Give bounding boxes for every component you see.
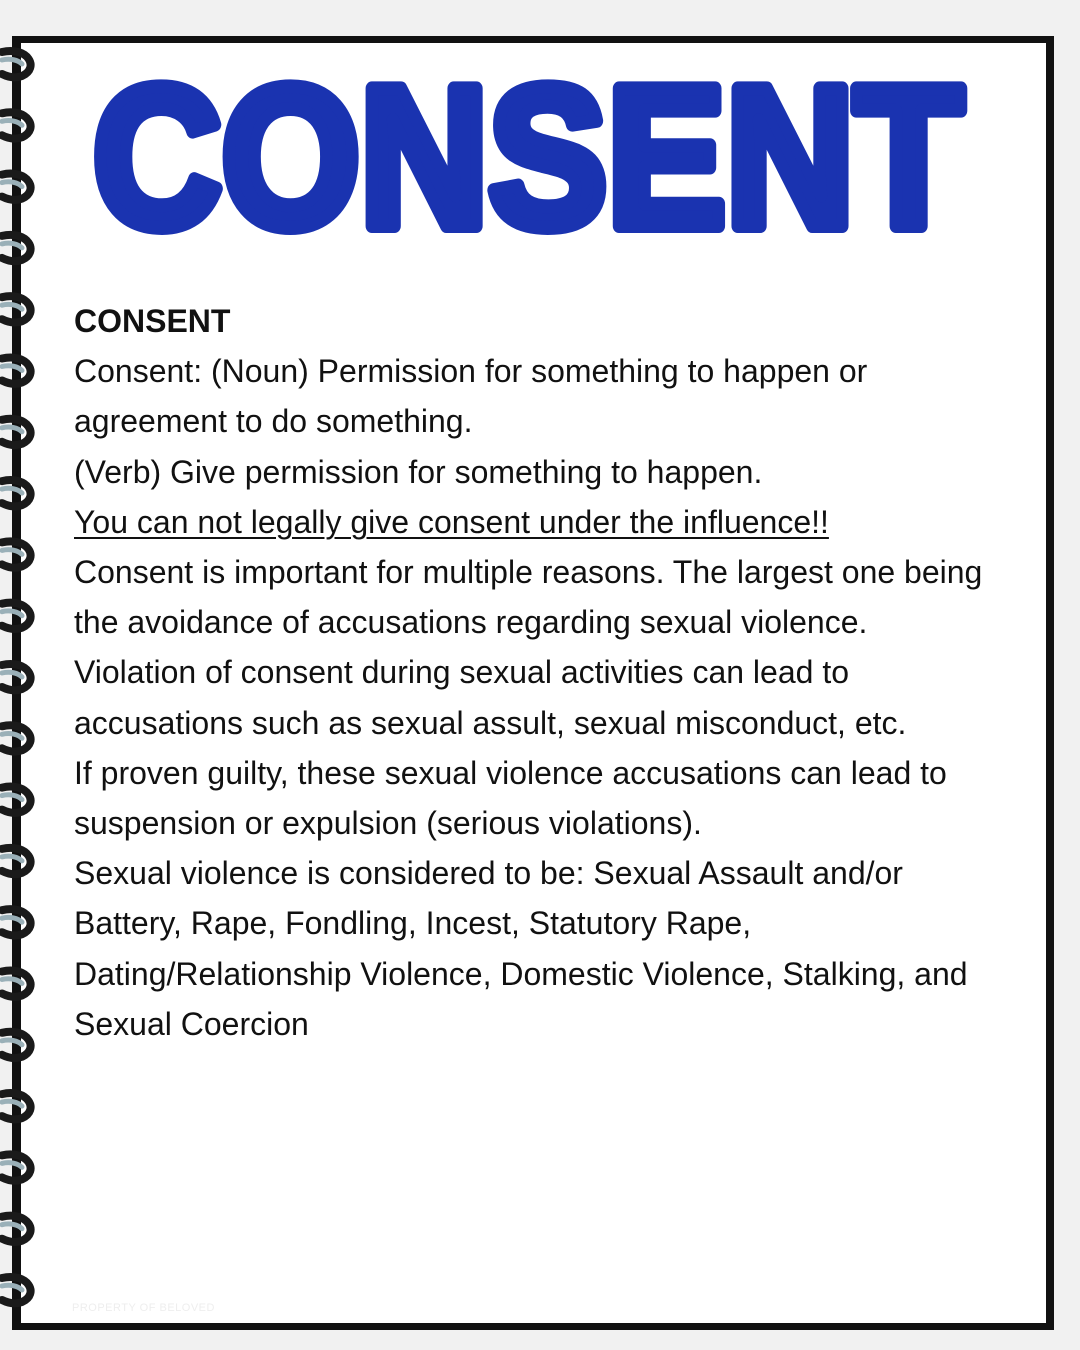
spiral-ring [2, 235, 31, 261]
violation-paragraph: Violation of consent during sexual activities can lead to accusations such as sexual assult, sexual misconduct, etc. [74, 654, 907, 741]
section-heading: CONSENT [74, 303, 231, 339]
definition-verb: (Verb) Give permission for something to happen. [74, 453, 763, 490]
influence-warning: You can not legally give consent under the influence!! [74, 503, 829, 540]
spiral-ring [2, 787, 31, 813]
spiral-ring [2, 419, 31, 445]
title-banner [78, 58, 978, 258]
spiral-ring [2, 174, 31, 200]
spiral-ring [2, 725, 31, 751]
body-text [74, 296, 994, 1049]
spiral-ring [2, 112, 31, 138]
spiral-ring [2, 1277, 31, 1303]
spiral-ring [2, 51, 31, 77]
watermark: PROPERTY OF BELOVED [72, 1302, 215, 1314]
spiral-ring [2, 909, 31, 935]
spiral-ring [2, 848, 31, 874]
definition-noun: Consent: (Noun) Permission for something to happen or agreement to do something. [74, 353, 868, 440]
spiral-ring [2, 357, 31, 383]
spiral-ring [2, 970, 31, 996]
spiral-ring [2, 664, 31, 690]
spiral-ring [2, 1032, 31, 1058]
page-title: CONSENT [93, 58, 963, 258]
consequences-paragraph: If proven guilty, these sexual violence accusations can lead to suspension or expulsion (serious violations). [74, 754, 947, 842]
spiral-ring [2, 480, 31, 506]
spiral-ring [2, 296, 31, 322]
spiral-ring [2, 1154, 31, 1180]
spiral-ring [2, 1216, 31, 1242]
importance-paragraph: Consent is important for multiple reasons. The largest one being the avoidance of accusations regarding sexual violence. [74, 554, 983, 641]
spiral-ring [2, 603, 31, 629]
spiral-ring [2, 1093, 31, 1119]
spiral-ring [2, 541, 31, 567]
sexual-violence-definition: Sexual violence is considered to be: Sexual Assault and/or Battery, Rape, Fondling, Incest, Statutory Rape, Dating/Relationship Violence, Domestic Violence, Stalking, and Sexual Coercion [74, 855, 968, 1042]
spiral-binding [0, 40, 50, 1330]
